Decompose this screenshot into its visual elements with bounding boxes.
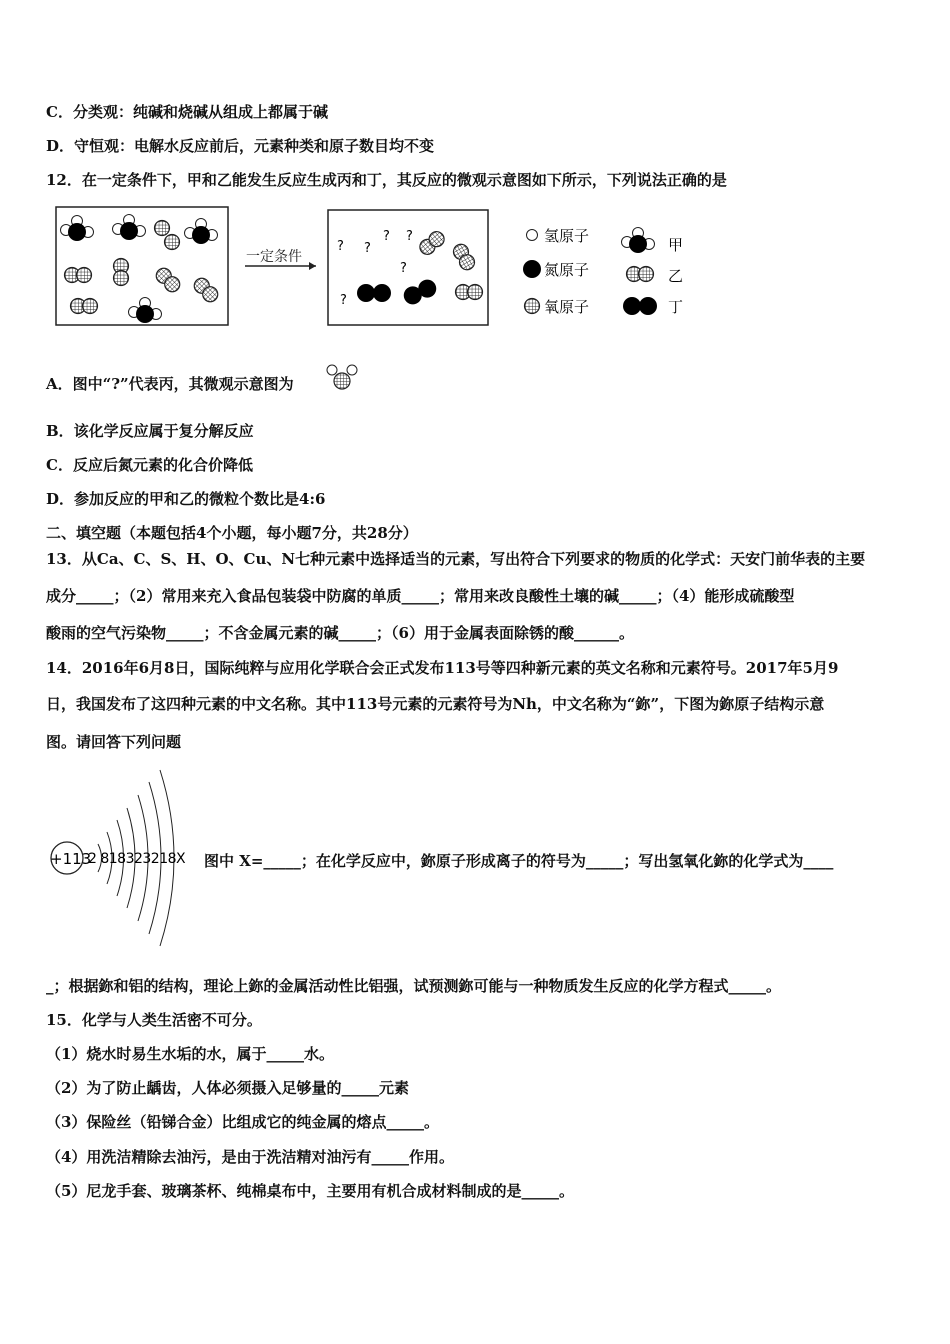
question-14-line-2: 日，我国发布了这四种元素的中文名称。其中113号元素的元素符号为Nh，中文名称为“鉨”，下图为鉨原子结构示意 (46, 695, 825, 713)
section-heading: 二、填空题（本题包括4个小题，每小题7分，共28分） (46, 524, 418, 542)
question-15-item-3: （3）保险丝（铅锑合金）比组成它的纯金属的熔点_____。 (46, 1113, 439, 1131)
question-15-stem: 15．化学与人类生活密不可分。 (46, 1011, 262, 1029)
question-mark: ? (383, 229, 390, 244)
question-15-item-1: （1）烧水时易生水垢的水，属于_____水。 (46, 1045, 334, 1063)
yi-molecule (114, 259, 129, 286)
option-b: B．该化学反应属于复分解反应 (46, 422, 254, 440)
electron-shells-label: 2 818323218X (88, 851, 186, 867)
question-14-line-4: 图中 X=_____；在化学反应中，鉨原子形成离子的符号为_____；写出氢氧化鉨的化学式为____ (204, 852, 834, 870)
option-c-classify: C．分类观：纯碱和烧碱从组成上都属于碱 (46, 103, 328, 121)
question-15-item-4: （4）用洗洁精除去油污，是由于洗洁精对油污有_____作用。 (46, 1148, 454, 1166)
hydrogen-legend-icon (527, 230, 538, 241)
option-d: D．参加反应的甲和乙的微粒个数比是4:6 (46, 490, 326, 508)
question-mark: ? (340, 293, 347, 308)
hydrogen-label: 氢原子 (544, 227, 590, 245)
bing-molecule-icon (324, 362, 360, 394)
nucleus-label: +113 (50, 850, 92, 868)
oxygen-label: 氧原子 (544, 298, 590, 316)
atom-structure-diagram (46, 760, 202, 956)
nitrogen-label: 氮原子 (544, 261, 590, 279)
option-a: A．图中“?”代表丙，其微观示意图为 (46, 375, 294, 393)
yi-molecule (456, 285, 483, 300)
reaction-diagram (50, 200, 710, 340)
question-14-line-3: 图。请回答下列问题 (46, 733, 182, 751)
ding-legend-icon (623, 297, 657, 315)
oxygen-legend-icon (525, 299, 540, 314)
yi-molecule (71, 299, 98, 314)
option-c: C．反应后氮元素的化合价降低 (46, 456, 253, 474)
question-mark: ? (337, 239, 344, 254)
option-d-conserve: D．守恒观：电解水反应前后，元素种类和原子数目均不变 (46, 137, 435, 155)
question-15-item-2: （2）为了防止龋齿，人体必须摄入足够量的_____元素 (46, 1079, 409, 1097)
question-14-line-5: _；根据鉨和铝的结构，理论上鉨的金属活动性比铝强，试预测鉨可能与一种物质发生反应的化学方程式_____。 (46, 977, 782, 995)
yi-legend-icon (627, 267, 654, 282)
question-mark: ? (406, 229, 413, 244)
nitrogen-legend-icon (523, 260, 541, 278)
question-12-stem: 12．在一定条件下，甲和乙能发生反应生成丙和丁，其反应的微观示意图如下所示，下列说法正确的是 (46, 171, 727, 189)
oxygen-atom (155, 221, 170, 236)
question-mark: ? (364, 241, 371, 256)
oxygen-atom (165, 235, 180, 250)
yi-molecule (65, 268, 92, 283)
ding-label: 丁 (668, 298, 684, 316)
question-15-item-5: （5）尼龙手套、玻璃茶杯、纯棉桌布中，主要用有机合成材料制成的是_____。 (46, 1182, 574, 1200)
question-13-line-1: 13．从Ca、C、S、H、O、Cu、N七种元素中选择适当的元素，写出符合下列要求的物质的化学式：天安门前华表的主要 (46, 550, 866, 568)
yi-label: 乙 (668, 267, 684, 285)
question-13-line-3: 酸雨的空气污染物_____；不含金属元素的碱_____；（6）用于金属表面除锈的酸______。 (46, 624, 634, 642)
arrow-label: 一定条件 (246, 249, 302, 265)
jia-legend-icon (622, 228, 655, 254)
jia-label: 甲 (668, 236, 684, 254)
question-mark: ? (400, 261, 407, 276)
question-13-line-2: 成分_____；（2）常用来充入食品包装袋中防腐的单质_____；常用来改良酸性土壤的碱_____；（4）能形成硫酸型 (46, 587, 795, 605)
question-14-line-1: 14．2016年6月8日，国际纯粹与应用化学联合会正式发布113号等四种新元素的英文名称和元素符号。2017年5月9 (46, 659, 839, 677)
